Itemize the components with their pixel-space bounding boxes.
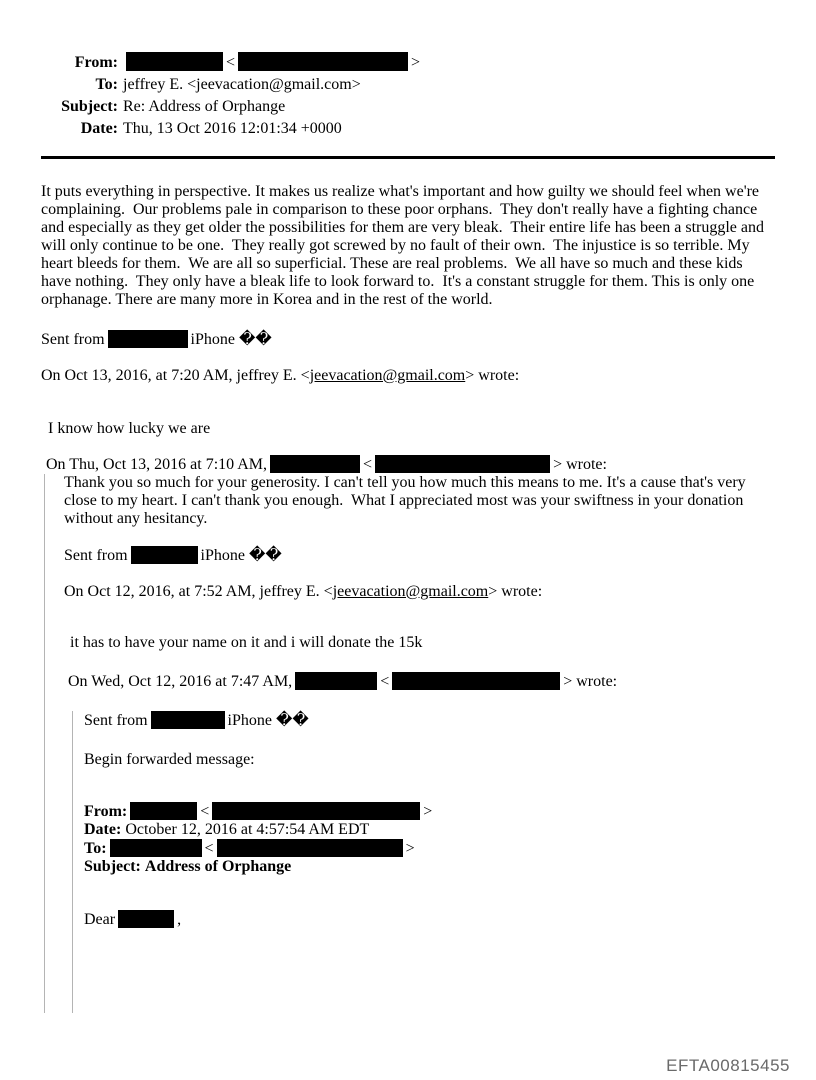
open-bracket: < bbox=[200, 803, 210, 820]
sent-from-line: Sent from iPhone �� bbox=[41, 331, 272, 348]
fwd-to-label: To: bbox=[84, 840, 107, 857]
from-value bbox=[123, 52, 775, 74]
attribution-line: On Wed, Oct 12, 2016 at 7:47 AM, < > wrote: bbox=[68, 673, 618, 690]
sent-from-line: Sent from iPhone �� bbox=[84, 712, 309, 729]
redaction-block bbox=[270, 455, 360, 473]
redaction-block bbox=[238, 52, 408, 71]
fwd-date-row bbox=[84, 821, 775, 839]
main-message: It puts everything in perspective. It makes us realize what's important and how guilty we should feel when we're complaining. Our problems pale in comparison to these poor orphans. They don't really have a fighting chance and especially as they get older the possibilities for them are very bleak. Their entire life has been a struggle and will only continue to be one. They really got screwed by no fault of their own. The injustice is so terrible. My heart bleeds for them. We are all so superficial. These are real problems. We all have so much and these kids have nothing. They only have a bleak life to look forward to. It's a constant struggle for them. This is only one orphanage. There are many more in Korea and in the rest of the world. bbox=[41, 183, 769, 308]
forwarded-notice: Begin forwarded message: bbox=[84, 751, 255, 768]
reply-text: I know how lucky we are bbox=[48, 420, 211, 437]
redaction-block bbox=[126, 52, 223, 71]
subject-value: Re: Address of Orphange bbox=[123, 98, 286, 115]
redaction-block bbox=[392, 672, 560, 690]
attribution-line: On Oct 12, 2016, at 7:52 AM, jeffrey E. <jeevacation@gmail.com> wrote: bbox=[64, 583, 543, 600]
close-bracket: > bbox=[405, 840, 415, 857]
open-bracket: < bbox=[226, 54, 236, 71]
redaction-block bbox=[217, 839, 403, 857]
open-bracket: < bbox=[363, 456, 373, 473]
redaction-block bbox=[131, 546, 198, 564]
reply-text: it has to have your name on it and i will donate the 15k bbox=[70, 634, 423, 651]
from-label: From: bbox=[74, 54, 118, 71]
email-link[interactable]: jeevacation@gmail.com bbox=[309, 367, 466, 384]
fwd-from-label: From: bbox=[84, 803, 128, 820]
close-bracket: > bbox=[423, 803, 433, 820]
redaction-block bbox=[212, 802, 420, 820]
subject-label: Subject: bbox=[61, 98, 118, 115]
redaction-block bbox=[151, 711, 225, 729]
fwd-from-row bbox=[84, 802, 775, 821]
salutation-line: Dear , bbox=[84, 911, 182, 928]
attribution-line: On Thu, Oct 13, 2016 at 7:10 AM, < > wrote: bbox=[46, 456, 607, 473]
fwd-subject-label: Subject: bbox=[84, 858, 141, 875]
open-bracket: < bbox=[204, 840, 214, 857]
open-bracket: < bbox=[380, 673, 390, 690]
quote-trailing-space bbox=[84, 929, 775, 1013]
separator-rule bbox=[41, 156, 775, 159]
redaction-block bbox=[110, 839, 202, 857]
quoted-message: Thank you so much for your generosity. I can't tell you how much this means to me. It's a cause that's very close to my heart. I can't thank you enough. What I appreciated most was your swiftness in your donation without any hesitancy. bbox=[64, 474, 750, 527]
to-label: To: bbox=[95, 76, 118, 93]
sent-from-line: Sent from iPhone �� bbox=[64, 547, 282, 564]
redaction-block bbox=[295, 672, 377, 690]
email-header bbox=[41, 52, 775, 140]
fwd-subject-row bbox=[84, 858, 775, 876]
redaction-block bbox=[118, 910, 174, 928]
redaction-block bbox=[375, 455, 550, 473]
redaction-block bbox=[130, 802, 197, 820]
forwarded-header bbox=[84, 802, 775, 876]
fwd-date-value: October 12, 2016 at 4:57:54 AM EDT bbox=[125, 821, 370, 838]
redaction-block bbox=[108, 330, 188, 348]
close-bracket: > bbox=[411, 54, 421, 71]
fwd-to-row bbox=[84, 839, 775, 858]
email-link[interactable]: jeevacation@gmail.com bbox=[332, 583, 489, 600]
date-value: Thu, 13 Oct 2016 12:01:34 +0000 bbox=[123, 120, 342, 137]
to-value: jeffrey E. <jeevacation@gmail.com> bbox=[123, 76, 361, 93]
fwd-subject-value: Address of Orphange bbox=[144, 858, 292, 875]
date-label: Date: bbox=[80, 120, 118, 137]
fwd-date-label: Date: bbox=[84, 821, 122, 838]
quote-level-1 bbox=[44, 474, 775, 1013]
attribution-line: On Oct 13, 2016, at 7:20 AM, jeffrey E. <jeevacation@gmail.com> wrote: bbox=[41, 367, 520, 384]
quote-level-2 bbox=[72, 711, 775, 1013]
bates-number: EFTA00815455 bbox=[666, 1056, 790, 1075]
